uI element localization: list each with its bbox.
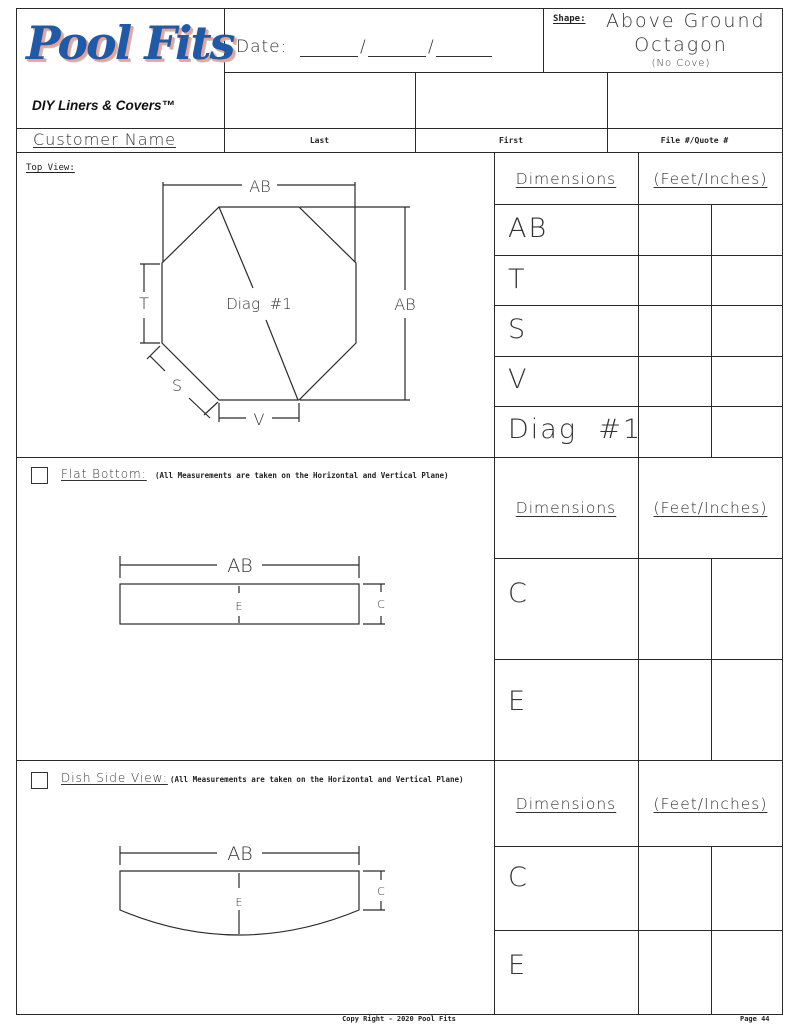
- dimensions-header: Dimensions: [515, 794, 617, 813]
- dish-row-label-c: C: [508, 862, 529, 893]
- v-feet-input[interactable]: [639, 357, 710, 405]
- shape-box: [544, 8, 782, 72]
- row-label-s: S: [508, 314, 528, 345]
- units-header: (Feet/Inches): [653, 794, 768, 813]
- page-number: Page 44: [740, 1015, 770, 1023]
- s-label: S: [171, 376, 183, 395]
- dish-e-inches-input[interactable]: [712, 931, 781, 1013]
- flat-bottom-diagram: [0, 457, 494, 760]
- date-label: Date:: [236, 37, 288, 57]
- shape-label: Shape:: [553, 14, 586, 24]
- dish-c-feet-input[interactable]: [639, 847, 710, 929]
- t-label: T: [139, 294, 149, 313]
- logo-brand: Pool Fits: [26, 16, 234, 70]
- date-separator: /: [360, 37, 367, 57]
- diag-feet-input[interactable]: [639, 407, 710, 456]
- dish-c-inches-input[interactable]: [712, 847, 781, 929]
- flat-bottom-note: (All Measurements are taken on the Horizontal and Vertical Plane): [155, 471, 449, 480]
- v-inches-input[interactable]: [712, 357, 781, 405]
- s-inches-input[interactable]: [712, 306, 781, 355]
- ab-top-label: AB: [249, 177, 271, 196]
- shape-line1: Above Ground: [606, 10, 766, 32]
- s-feet-input[interactable]: [639, 306, 710, 355]
- row-label-ab: AB: [508, 213, 549, 244]
- diag-label: Diag #1: [226, 295, 292, 313]
- row-label-v: V: [508, 364, 529, 395]
- last-label: Last: [309, 136, 330, 145]
- dish-e-label: E: [235, 896, 243, 909]
- flat-e-inches-input[interactable]: [712, 660, 781, 759]
- units-header: (Feet/Inches): [653, 169, 768, 188]
- dish-side-title: Dish Side View:: [61, 771, 168, 785]
- t3-header-units: [639, 761, 782, 846]
- file-quote-field[interactable]: [608, 73, 781, 127]
- flat-c-feet-input[interactable]: [639, 559, 710, 658]
- ab-inches-input[interactable]: [712, 205, 781, 254]
- t-feet-input[interactable]: [639, 256, 710, 304]
- top-view-title: Top View:: [26, 163, 75, 173]
- copyright-text: Copy Right - 2020 Pool Fits: [342, 1015, 456, 1023]
- v-label: V: [253, 410, 265, 429]
- flat-ab-label: AB: [227, 555, 253, 577]
- file-quote-label: File #/Quote #: [660, 136, 729, 145]
- logo-tagline: DIY Liners & Covers™: [32, 98, 176, 113]
- first-label: First: [498, 136, 524, 145]
- flat-e-label: E: [235, 600, 243, 613]
- flat-e-feet-input[interactable]: [639, 660, 710, 759]
- flat-c-inches-input[interactable]: [712, 559, 781, 658]
- dish-row-label-e: E: [508, 950, 528, 981]
- t-inches-input[interactable]: [712, 256, 781, 304]
- flat-bottom-title: Flat Bottom:: [61, 467, 147, 481]
- dish-e-feet-input[interactable]: [639, 931, 710, 1013]
- dimensions-header: Dimensions: [515, 169, 617, 188]
- border-right: [782, 8, 783, 1014]
- diag-inches-input[interactable]: [712, 407, 781, 456]
- shape-line3: (No Cove): [651, 58, 711, 69]
- t1-header-dimensions: [495, 153, 637, 204]
- row-label-t: T: [508, 264, 527, 295]
- ab-feet-input[interactable]: [639, 205, 710, 254]
- shape-line2: Octagon: [634, 34, 728, 56]
- customer-name-label: Customer Name: [33, 130, 177, 149]
- table-left-divider: [494, 152, 495, 1014]
- t3-header-dimensions: [495, 761, 637, 846]
- t2-header-dimensions: [495, 458, 637, 558]
- t1-header-units: [639, 153, 782, 204]
- dish-side-diagram: [0, 760, 494, 1014]
- flat-row-label-c: C: [508, 578, 529, 609]
- flat-c-label: C: [377, 598, 385, 611]
- dimensions-header: Dimensions: [515, 499, 617, 517]
- date-separator: /: [428, 37, 435, 57]
- t2-header-units: [639, 458, 782, 558]
- flat-row-label-e: E: [508, 686, 528, 717]
- octagon-diagram: [0, 0, 494, 457]
- dish-c-label: C: [377, 885, 385, 898]
- units-header: (Feet/Inches): [653, 499, 768, 517]
- dish-side-note: (All Measurements are taken on the Horizontal and Vertical Plane): [170, 775, 464, 784]
- row-label-diag: Diag #1: [508, 414, 643, 445]
- dish-ab-label: AB: [227, 843, 253, 865]
- ab-side-label: AB: [394, 295, 416, 314]
